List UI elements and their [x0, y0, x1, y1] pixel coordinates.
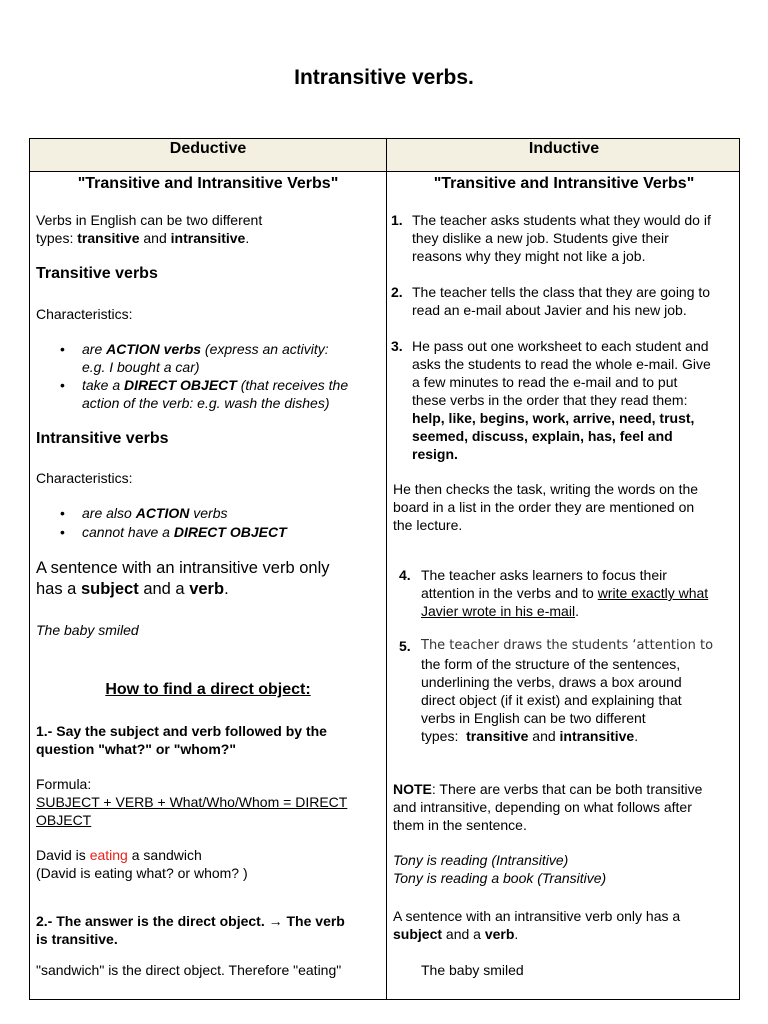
column-divider — [386, 139, 387, 999]
david-example — [36, 846, 248, 882]
text: A sentence with an intransitive verb only — [36, 559, 330, 577]
text: verbs in English can be two different — [421, 710, 646, 726]
text: David is — [36, 847, 90, 863]
text: take a — [82, 377, 125, 393]
text: they dislike a new job. Students give their — [412, 230, 669, 246]
step-2 — [36, 912, 345, 948]
sandwich-note: "sandwich" is the direct object. Therefore "eating" — [36, 962, 342, 978]
right-column-title: "Transitive and Intransitive Verbs" — [433, 175, 695, 192]
check-paragraph — [393, 480, 738, 534]
left-sentence-rule — [36, 558, 330, 600]
text: attention in the verbs and to — [421, 585, 598, 601]
term-intransitive: intransitive — [170, 230, 246, 246]
term-subject: subject — [80, 580, 139, 598]
term-transitive: transitive — [466, 728, 529, 744]
underlined-text: Javier wrote in his e-mail — [421, 603, 576, 619]
formula-label: Formula: — [36, 776, 92, 792]
text: types: — [36, 230, 78, 246]
formula-block — [36, 775, 347, 829]
term-intransitive: intransitive — [559, 728, 635, 744]
table-header-row — [30, 139, 739, 172]
text: 1.- Say the subject and verb followed by the — [36, 723, 327, 739]
text: these verbs in the order that they read them: — [412, 392, 688, 408]
text: . — [224, 580, 229, 598]
text: them in the sentence. — [393, 817, 527, 833]
text: . — [514, 926, 519, 942]
characteristics-label: Characteristics: — [36, 306, 133, 322]
term-direct-object: DIRECT OBJECT — [124, 377, 237, 393]
text: and a — [138, 580, 190, 598]
comparison-table — [29, 138, 740, 1000]
note-paragraph — [393, 780, 738, 834]
verb-list: resign. — [412, 446, 458, 462]
text: read an e-mail about Javier and his new job. — [412, 302, 687, 318]
page-title: Intransitive verbs. — [294, 66, 474, 89]
text: verbs — [189, 505, 228, 521]
verb-list: seemed, discuss, explain, has, feel and — [412, 428, 673, 444]
term-action-verbs: ACTION verbs — [106, 341, 202, 357]
step-1 — [36, 722, 327, 758]
step-item-3 — [391, 337, 736, 463]
text: : There are verbs that can be both transitive — [431, 781, 703, 797]
text: a few minutes to read the e-mail and to put — [412, 374, 678, 390]
text: the form of the structure of the sentences, — [421, 656, 681, 672]
intro-line: Verbs in English can be two different — [36, 212, 263, 228]
step-number: 4. — [399, 567, 411, 583]
left-example — [36, 621, 139, 639]
text: and a — [442, 926, 485, 942]
text: question "what?" or "whom?" — [36, 741, 236, 757]
text: reasons why they might not like a job. — [412, 248, 646, 264]
text: are also — [82, 505, 136, 521]
text: The baby smiled — [36, 622, 139, 638]
text: He pass out one worksheet to each student and — [412, 338, 709, 354]
text: action of the verb: e.g. wash the dishes) — [82, 395, 330, 411]
list-item — [82, 523, 287, 541]
text: asks the students to read the whole e-mail. Give — [412, 356, 711, 372]
example-transitive: Tony is reading a book (Transitive) — [393, 870, 607, 886]
transitive-heading: Transitive verbs — [36, 265, 158, 282]
header-inductive: Inductive — [528, 140, 600, 157]
right-example: The baby smiled — [421, 962, 524, 978]
left-column-title: "Transitive and Intransitive Verbs" — [77, 175, 339, 192]
term-direct-object: DIRECT OBJECT — [173, 524, 287, 540]
list-item — [82, 376, 348, 412]
term-transitive: transitive — [77, 230, 140, 246]
term-verb: verb — [484, 926, 515, 942]
text: The teacher tells the class that they are going to — [412, 284, 711, 300]
verb-list: help, like, begins, work, arrive, need, trust, — [412, 410, 695, 426]
text: and — [528, 728, 560, 744]
right-sentence-rule — [393, 907, 738, 943]
step-item-5 — [399, 637, 739, 745]
text: The teacher draws the students ‘attention to — [421, 638, 714, 653]
find-direct-object-heading: How to find a direct object: — [105, 681, 311, 698]
list-item — [82, 504, 228, 522]
text: direct object (if it exist) and explaining that — [421, 692, 682, 708]
underlined-text: write exactly what — [597, 585, 709, 601]
text: The teacher asks learners to focus their — [421, 567, 667, 583]
text: and — [139, 230, 171, 246]
step-number: 5. — [399, 638, 411, 654]
text: has a — [36, 580, 81, 598]
text: The teacher asks students what they would do if — [412, 212, 711, 228]
text: (that receives the — [236, 377, 349, 393]
example-intransitive: Tony is reading (Intransitive) — [393, 852, 569, 868]
term-verb: verb — [189, 580, 225, 598]
text: the lecture. — [393, 517, 463, 533]
intransitive-heading: Intransitive verbs — [36, 430, 169, 447]
list-item — [82, 340, 329, 376]
text: . — [245, 230, 250, 246]
term-subject: subject — [393, 926, 443, 942]
text: . — [575, 603, 579, 619]
highlight-eating: eating — [89, 847, 128, 863]
text: . — [634, 728, 639, 744]
step-number: 2. — [391, 284, 403, 300]
note-label: NOTE — [393, 781, 432, 797]
text: are — [82, 341, 107, 357]
text: board in a list in the order they are mentioned on — [393, 499, 695, 515]
tony-examples — [393, 851, 606, 887]
term-action: ACTION — [135, 505, 190, 521]
left-intro — [36, 211, 262, 247]
step-item-1 — [391, 211, 736, 265]
intro-line — [36, 229, 262, 247]
header-deductive: Deductive — [169, 140, 247, 157]
text: underlining the verbs, draws a box around — [421, 674, 682, 690]
text: e.g. I bought a car) — [82, 359, 200, 375]
formula-text: SUBJECT + VERB + What/Who/Whom = DIRECT — [36, 794, 348, 810]
characteristics-label: Characteristics: — [36, 470, 133, 486]
step-item-4 — [399, 566, 739, 620]
text: types: — [421, 728, 467, 744]
text: (express an activity: — [201, 341, 329, 357]
text: He then checks the task, writing the words on the — [393, 481, 699, 497]
text: A sentence with an intransitive verb only has a — [393, 908, 681, 924]
text: and intransitive, depending on what follows after — [393, 799, 692, 815]
text: is transitive. — [36, 931, 118, 947]
text: 2.- The answer is the direct object. → The verb — [36, 913, 345, 929]
text: (David is eating what? or whom? ) — [36, 865, 248, 881]
step-item-2 — [391, 283, 736, 319]
text: a sandwich — [127, 847, 202, 863]
step-number: 3. — [391, 338, 403, 354]
formula-text: OBJECT — [36, 812, 92, 828]
text: cannot have a — [82, 524, 174, 540]
step-number: 1. — [391, 212, 403, 228]
